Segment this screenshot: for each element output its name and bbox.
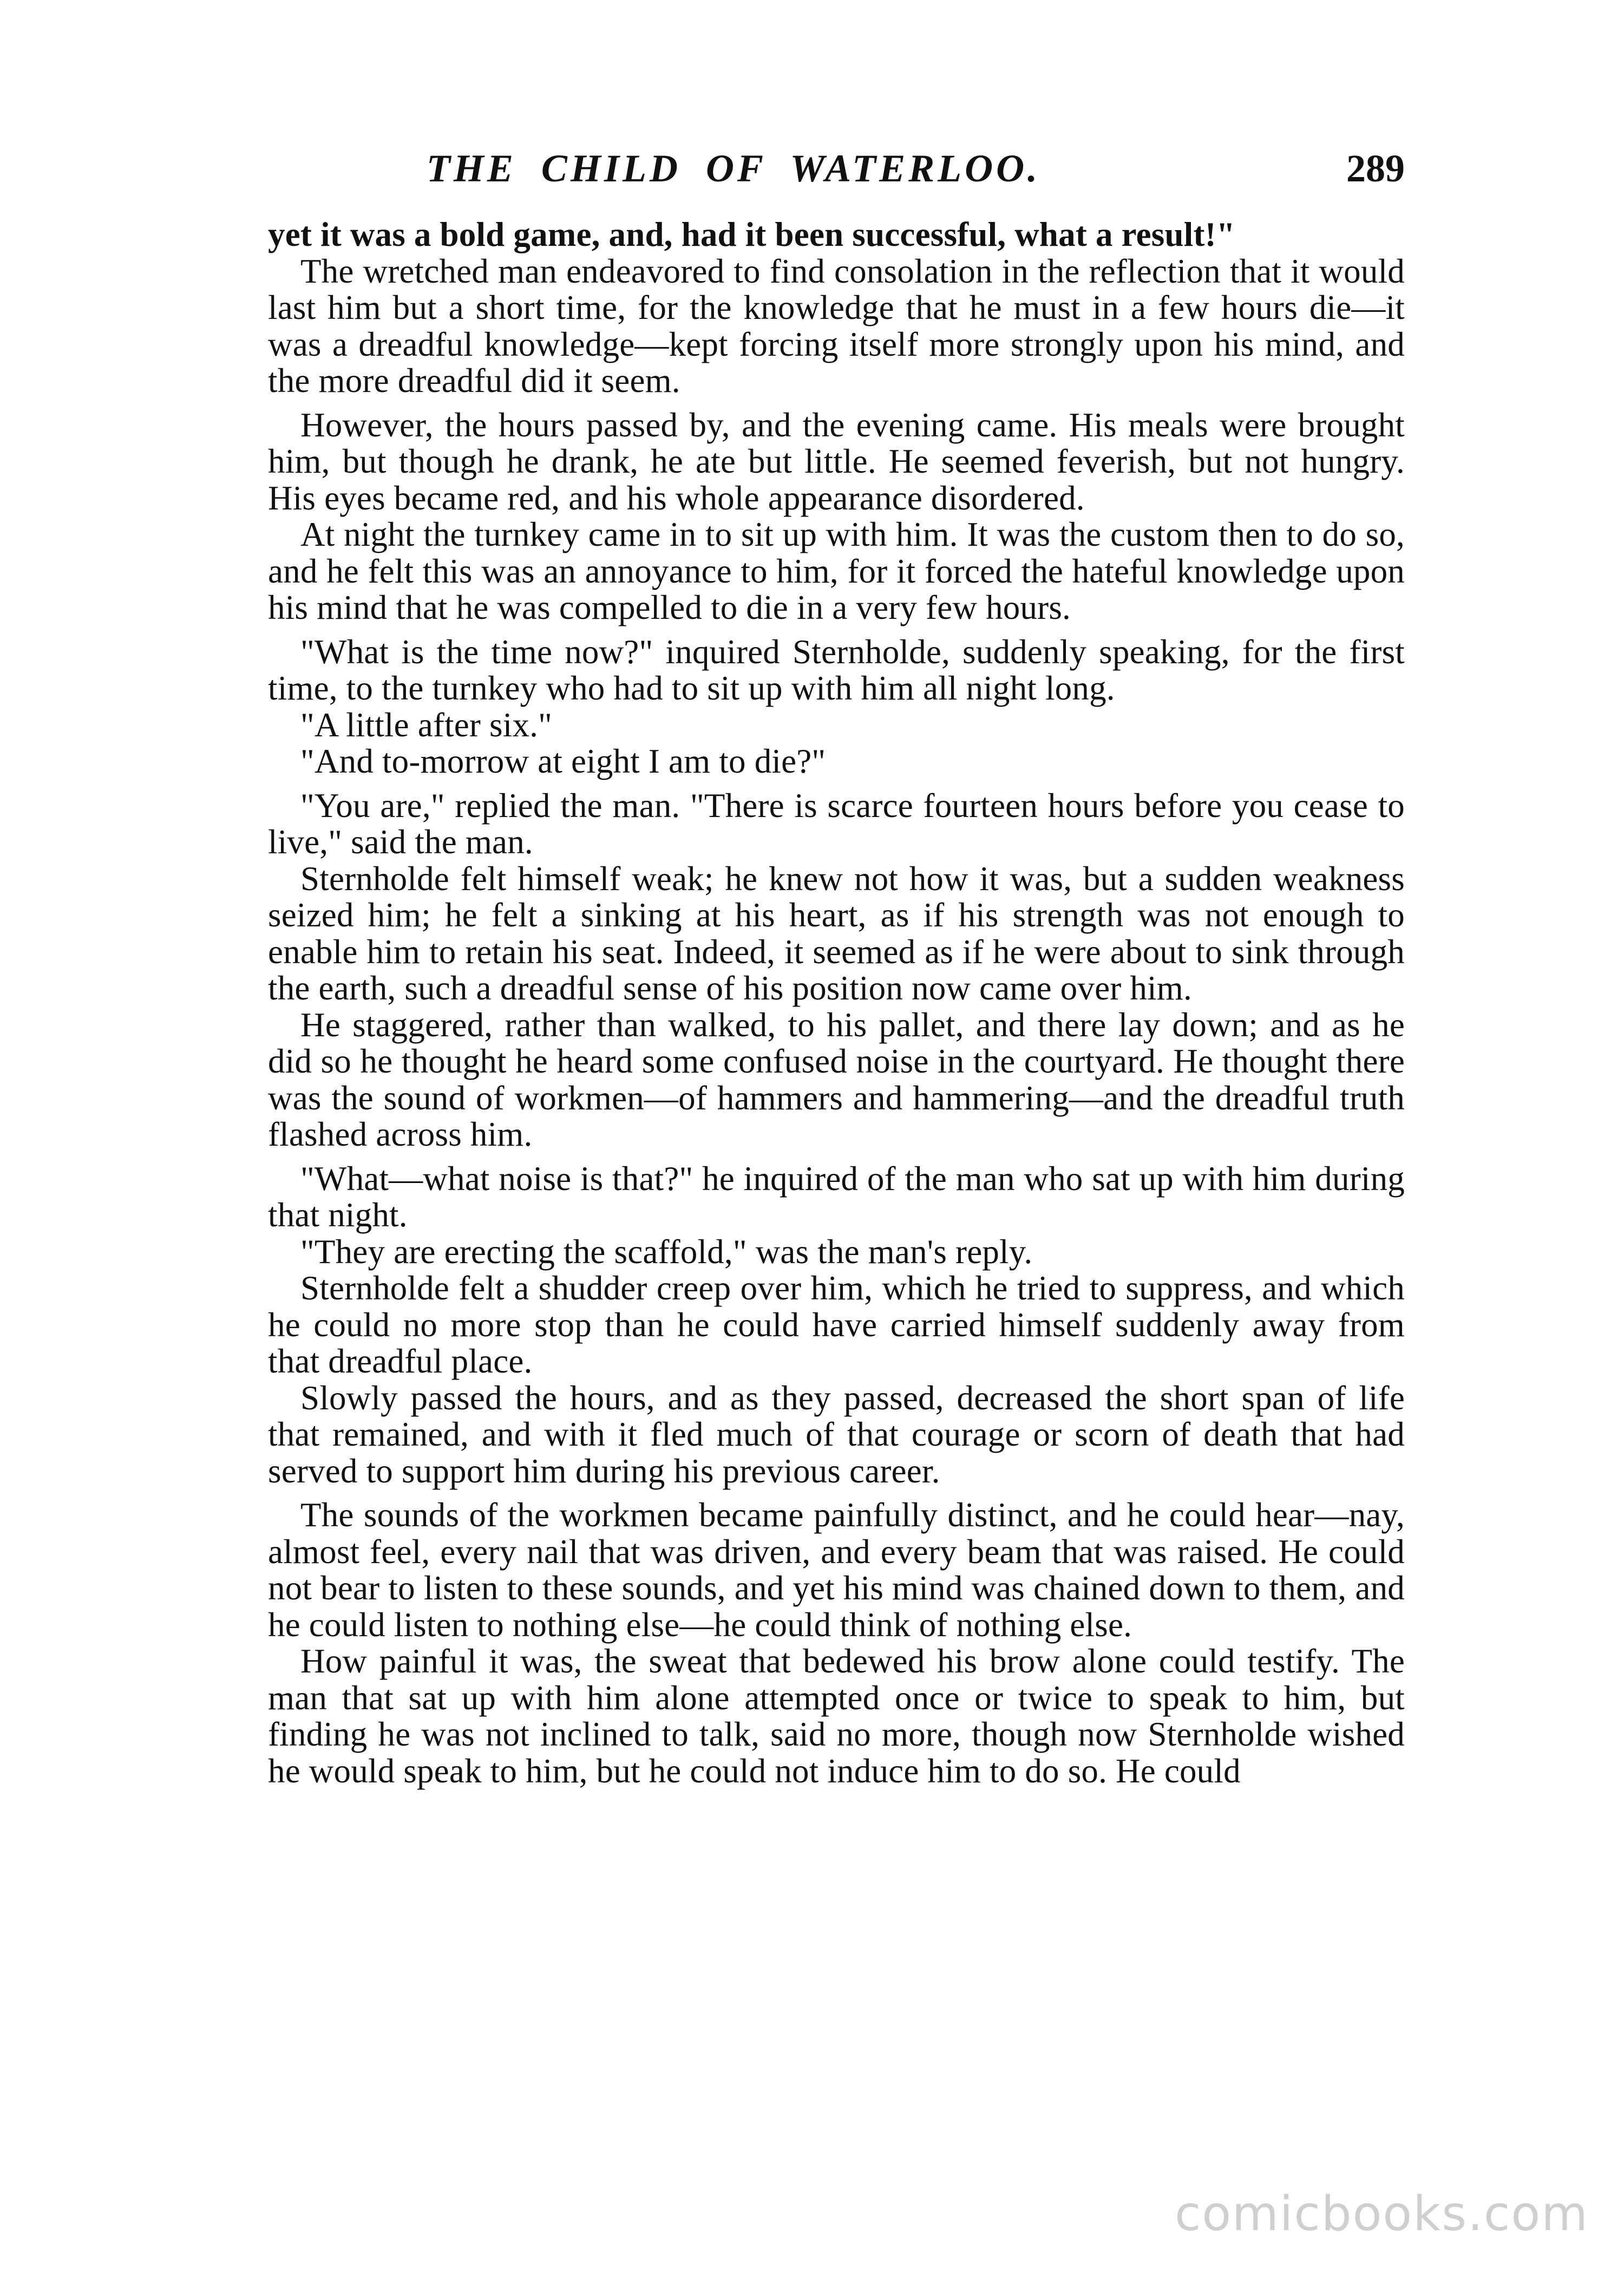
body-text: [268, 217, 1405, 1789]
paragraph: "They are erecting the scaffold," was the man's reply.: [300, 1232, 1033, 1271]
paragraph: "What is the time now?" inquired Sternholde, suddenly speaking, for the first time, to the turnkey who had to sit up with him all night long.: [268, 632, 1405, 707]
paragraph: The sounds of the workmen became painfully distinct, and he could hear—nay, almost feel, every nail that was driven, and every beam that was raised. He could not bear to listen to these sounds, and yet his mind was chained down to them, and he could listen to nothing else—he could think of nothing else.: [268, 1496, 1405, 1644]
running-header: [268, 146, 1405, 206]
paragraph: Sternholde felt himself weak; he knew not how it was, but a sudden weakness seized him; he felt a sinking at his heart, as if his strength was not enough to enable him to retain his seat. Indeed, it seemed as if he were about to sink through the earth, such a dreadful sense of his position now came over him.: [268, 859, 1405, 1007]
paragraph: At night the turnkey came in to sit up with him. It was the custom then to do so, and he felt this was an annoyance to him, for it forced the hateful knowledge upon his mind that he was compelled to die in a very few hours.: [268, 515, 1405, 626]
paragraph: How painful it was, the sweat that bedewed his brow alone could testify. The man that sat up with him alone attempted once or twice to speak to him, but finding he was not inclined to talk, said no more, though now Sternholde wished he would speak to him, but he could not induce him to do so. He could: [268, 1642, 1405, 1790]
book-page: [268, 146, 1405, 1789]
watermark: comicbooks.com: [1174, 2186, 1589, 2242]
page-number: 289: [1346, 147, 1405, 190]
chapter-title: THE CHILD OF WATERLOO.: [426, 147, 1041, 190]
paragraph: The wretched man endeavored to find consolation in the reflection that it would last him but a short time, for the knowledge that he must in a few hours die—it was a dreadful knowledge—kept forcing itself more strongly upon his mind, and the more dreadful did it seem.: [268, 252, 1405, 400]
paragraph: Slowly passed the hours, and as they passed, decreased the short span of life that remained, and with it fled much of that courage or scorn of death that had served to support him during his previous career.: [268, 1378, 1405, 1490]
paragraph: However, the hours passed by, and the evening came. His meals were brought him, but though he drank, he ate but little. He seemed feverish, but not hungry. His eyes became red, and his whole appearance disordered.: [268, 406, 1405, 517]
paragraph: "A little after six.": [300, 705, 553, 744]
paragraph-continued: yet it was a bold game, and, had it been successful, what a result!": [268, 215, 1235, 253]
paragraph: "You are," replied the man. "There is scarce fourteen hours before you cease to live," said the man.: [268, 786, 1405, 861]
paragraph: Sternholde felt a shudder creep over him, which he tried to suppress, and which he could no more stop than he could have carried himself suddenly away from that dreadful place.: [268, 1269, 1405, 1380]
paragraph: "What—what noise is that?" he inquired of the man who sat up with him during that night.: [268, 1159, 1405, 1234]
paragraph: "And to-morrow at eight I am to die?": [300, 742, 826, 780]
paragraph: He staggered, rather than walked, to his pallet, and there lay down; and as he did so he thought he heard some confused noise in the courtyard. He thought there was the sound of workmen—of hammers and hammering—and the dreadful truth flashed across him.: [268, 1005, 1405, 1153]
